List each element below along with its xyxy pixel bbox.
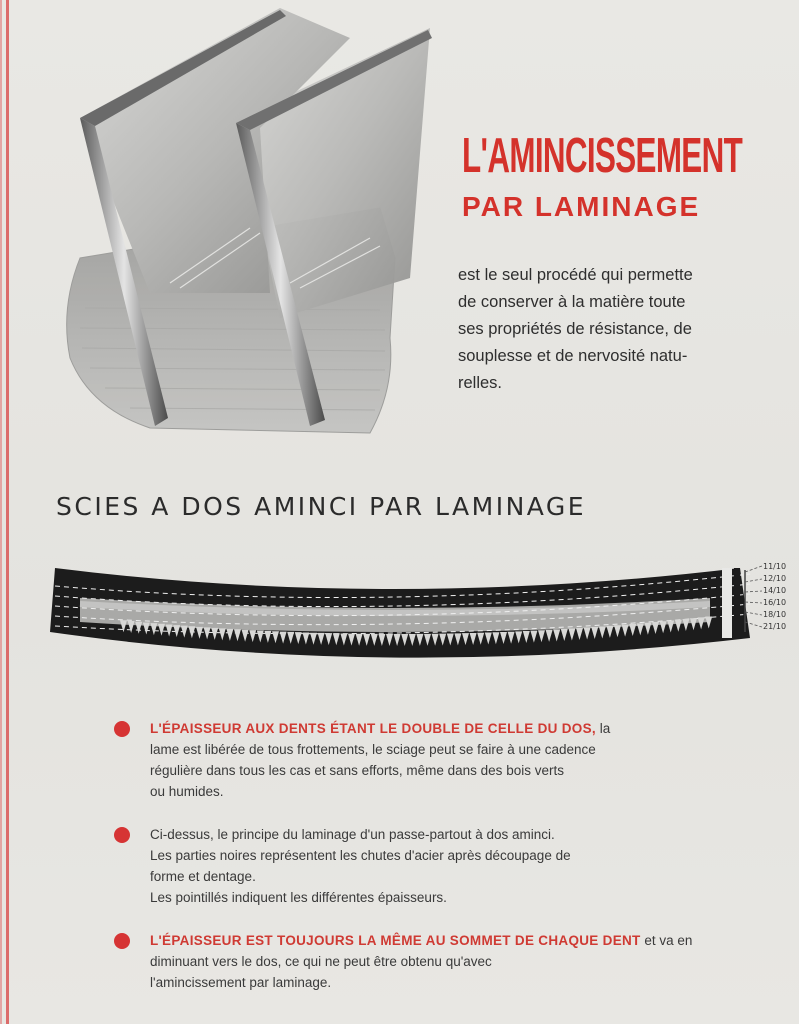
left-margin-rule bbox=[0, 0, 2, 1024]
left-margin-rule-red bbox=[6, 0, 9, 1024]
headline-subtitle: PAR LAMINAGE bbox=[462, 191, 701, 222]
bullet-text: Ci-dessus, le principe du laminage d'un passe-partout à dos aminci. bbox=[150, 827, 555, 842]
list-item bbox=[110, 824, 720, 908]
intro-paragraph bbox=[458, 262, 788, 397]
intro-line: relles. bbox=[458, 374, 503, 392]
intro-line: souplesse et de nervosité natu- bbox=[458, 347, 688, 365]
thickness-label: 18/10 bbox=[763, 610, 787, 619]
bullet-text: l'amincissement par laminage. bbox=[150, 975, 332, 990]
bullet-text: lame est libérée de tous frottements, le sciage peut se faire à une cadence bbox=[150, 742, 596, 757]
bullet-text: forme et dentage. bbox=[150, 869, 256, 884]
intro-line: ses propriétés de résistance, de bbox=[458, 320, 692, 338]
bullet-dot-icon bbox=[114, 933, 130, 949]
thickness-label: 14/10 bbox=[763, 586, 787, 595]
thickness-label: 21/10 bbox=[763, 622, 787, 631]
blade-illustration bbox=[50, 8, 440, 438]
section-title: SCIES A DOS AMINCI PAR LAMINAGE bbox=[56, 492, 587, 521]
thickness-label: 16/10 bbox=[763, 598, 787, 607]
thickness-label: 12/10 bbox=[763, 574, 787, 583]
bullet-text: Les pointillés indiquent les différentes épaisseurs. bbox=[150, 890, 447, 905]
saw-diagram bbox=[50, 560, 799, 670]
bullet-text: Les parties noires représentent les chutes d'acier après découpage de bbox=[150, 848, 571, 863]
bullet-text: régulière dans tous les cas et sans efforts, même dans des bois verts bbox=[150, 763, 564, 778]
bullet-dot-icon bbox=[114, 827, 130, 843]
bullet-dot-icon bbox=[114, 721, 130, 737]
bullet-highlight: L'ÉPAISSEUR EST TOUJOURS LA MÊME AU SOMMET DE CHAQUE DENT bbox=[150, 933, 641, 948]
thickness-label: 11/10 bbox=[763, 562, 787, 571]
intro-line: est le seul procédé qui permette bbox=[458, 266, 693, 284]
bullet-list bbox=[110, 718, 720, 1009]
bullet-text: la bbox=[599, 721, 611, 736]
list-item bbox=[110, 718, 720, 802]
bullet-highlight: L'ÉPAISSEUR AUX DENTS ÉTANT LE DOUBLE DE CELLE DU DOS, bbox=[150, 721, 596, 736]
intro-line: de conserver à la matière toute bbox=[458, 293, 686, 311]
bullet-text: et va en diminuant vers le dos, ce qui ne peut être obtenu qu'avec bbox=[150, 933, 693, 969]
bullet-text: ou humides. bbox=[150, 784, 224, 799]
headline-title: L'AMINCISSEMENT bbox=[462, 129, 743, 183]
list-item bbox=[110, 930, 720, 993]
headline bbox=[462, 129, 782, 222]
